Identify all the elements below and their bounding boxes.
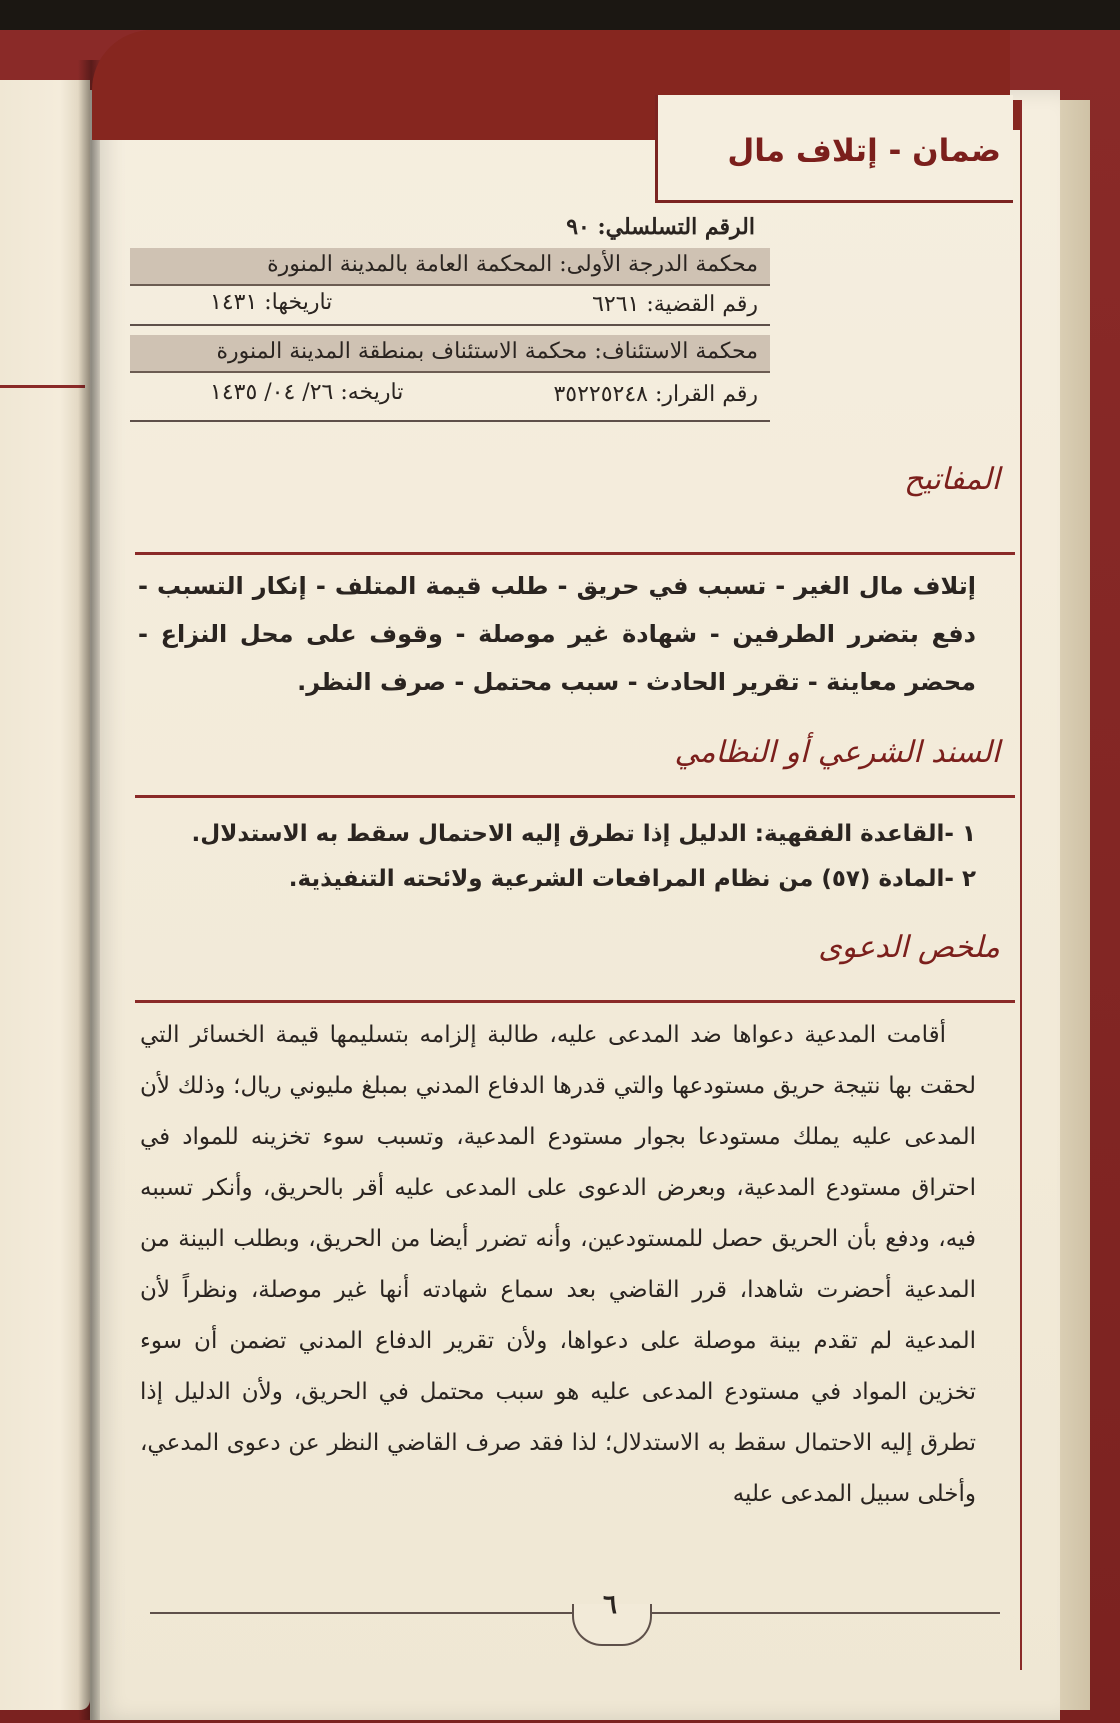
- summary-rule: [135, 1000, 1015, 1003]
- decision-number: رقم القرار: ٣٥٢٢٥٢٤٨: [553, 382, 758, 407]
- case-date: تاريخها: ١٤٣١: [210, 290, 333, 315]
- left-page-rule: [0, 385, 85, 388]
- summary-heading: ملخص الدعوى: [818, 930, 1000, 965]
- appeal-court: محكمة الاستئناف: محكمة الاستئناف بمنطقة المدينة المنورة: [216, 339, 758, 364]
- keywords-rule: [135, 552, 1015, 555]
- serial-number: الرقم التسلسلي: ٩٠: [566, 214, 755, 240]
- appeal-court-band: [130, 335, 770, 373]
- keywords-text: إتلاف مال الغير - تسبب في حريق - طلب قيمة المتلف - إنكار التسبب - دفع بتضرر الطرفين - شهادة غير موصلة - وقوف على محل النزاع - محضر معاينة - تقرير الحادث - سبب محتمل - صرف النظر.: [138, 572, 976, 696]
- legal-basis-heading: السند الشرعي أو النظامي: [674, 735, 1000, 770]
- chapter-title: ضمان - إتلاف مال: [727, 133, 1001, 169]
- summary-paragraph: أقامت المدعية دعواها ضد المدعى عليه، طالبة إلزامه بتسليمها قيمة الخسائر التي لحقت بها نتيجة حريق مستودعها والتي قدرها الدفاع المدني بمبلغ مليوني ريال؛ وذلك لأن المدعى عليه يملك مستودعا بجوار مستودع المدعية، وتسبب سوء تخزينه للمواد في احتراق مستودع المدعية، وبعرض الدعوى على المدعى عليه أقر بالحريق، وأنكر تسببه فيه، ودفع بأن الحريق حصل للمستودعين، وأنه تضرر أيضا من الحريق، وبطلب البينة من المدعية أحضرت شاهدا، قرر القاضي بعد سماع شهادته أنها غير موصلة، ونظراً لأن المدعية لم تقدم بينة موصلة على دعواها، ولأن تقرير الدفاع المدني تضمن أن سوء تخزين المواد في مستودع المدعى عليه هو سبب محتمل في الحريق، ولأن الدليل إذا تطرق إليه الاحتمال سقط به الاستدلال؛ لذا فقد صرف القاضي النظر عن دعوى المدعي، وأخلى سبيل المدعى عليه: [140, 1022, 976, 1507]
- case-row: [130, 290, 770, 326]
- first-court-band: [130, 248, 770, 286]
- legal-item-1: ١ -القاعدة الفقهية: الدليل إذا تطرق إليه الاحتمال سقط به الاستدلال.: [191, 821, 976, 847]
- first-court: محكمة الدرجة الأولى: المحكمة العامة بالمدينة المنورة: [267, 252, 758, 277]
- legal-basis-rule: [135, 795, 1015, 798]
- chapter-header-box: [655, 95, 1013, 203]
- right-margin-rule: [1020, 100, 1022, 1670]
- legal-item-2: ٢ -المادة (٥٧) من نظام المرافعات الشرعية ولائحته التنفيذية.: [288, 866, 976, 892]
- spine-shadow: [78, 60, 100, 1720]
- left-page: [0, 80, 90, 1710]
- decision-date: تاريخه: ٢٦/ ٠٤/ ١٤٣٥: [210, 380, 404, 405]
- decision-row: [130, 380, 770, 422]
- legal-basis-list: [138, 812, 976, 902]
- case-number: رقم القضية: ٦٢٦١: [592, 292, 758, 317]
- page-number: ٦: [603, 1590, 617, 1620]
- keywords-heading: المفاتيح: [904, 462, 1000, 497]
- summary-text: [140, 1010, 976, 1520]
